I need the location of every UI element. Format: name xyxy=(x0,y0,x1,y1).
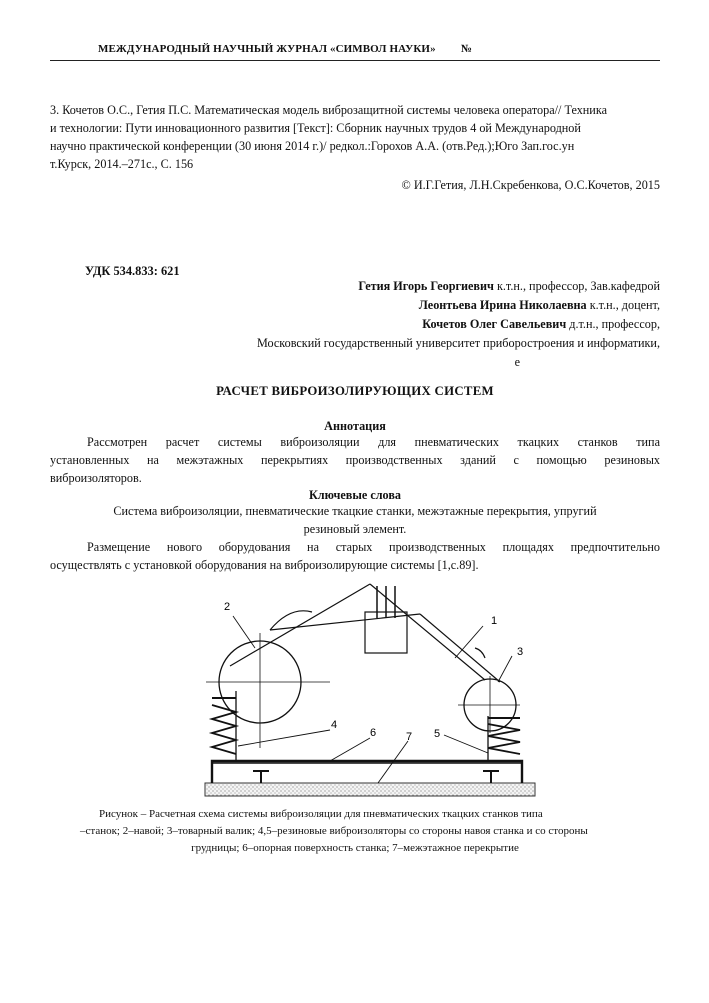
author-info: к.т.н., профессор, Зав.кафедрой xyxy=(493,279,660,293)
intro-line: Размещение нового оборудования на старых производственных площадях предпочтительно xyxy=(87,540,660,554)
author-entry xyxy=(200,315,660,334)
caption-line: –станок; 2–навой; 3–товарный валик; 4,5–резиновые виброизоляторы со стороны навоя станка и со стороны xyxy=(80,825,588,837)
label-3: 3 xyxy=(517,646,524,658)
keywords-line: Система виброизоляции, пневматические ткацкие станки, межэтажные перекрытия, упругий xyxy=(113,504,597,518)
reference-line: и технологии: Пути инновационного развития [Текст]: Сборник научных трудов 4 ой Международной xyxy=(50,121,581,135)
keywords-line: резиновый элемент. xyxy=(303,522,407,536)
reference-line: 3. Кочетов О.С., Гетия П.С. Математическая модель виброзащитной системы человека оператора// Техника xyxy=(50,103,607,117)
author-name: Кочетов Олег Савельевич xyxy=(422,317,567,331)
author-name: Гетия Игорь Георгиевич xyxy=(358,279,494,293)
intro-paragraph xyxy=(50,538,660,574)
keywords-text xyxy=(50,502,660,538)
annotation-line: установленных на межэтажных перекрытиях производственных зданий с помощью резиновых xyxy=(50,453,660,467)
affiliation: Московский государственный университет приборостроения и информатики, xyxy=(256,336,660,350)
right-rubber-isolator xyxy=(488,716,520,761)
annotation-text xyxy=(50,433,660,487)
journal-header xyxy=(50,40,660,61)
author-entry xyxy=(200,296,660,315)
annotation-line: виброизоляторов. xyxy=(50,471,142,485)
vibration-isolation-diagram xyxy=(200,578,540,803)
keywords-heading: Ключевые слова xyxy=(308,488,402,502)
article-title: РАСЧЕТ ВИБРОИЗОЛИРУЮЩИХ СИСТЕМ xyxy=(216,384,494,398)
figure-caption xyxy=(50,806,660,857)
leader-lines xyxy=(233,616,512,783)
copyright-line: © И.Г.Гетия, Л.Н.Скребенкова, О.С.Кочетов, 2015 xyxy=(401,178,660,192)
label-7: 7 xyxy=(406,731,413,743)
label-1: 1 xyxy=(491,615,498,627)
intro-line: осуществлять с установкой оборудования на виброизолирующие системы [1,с.89]. xyxy=(50,558,479,572)
authors-block xyxy=(200,277,660,372)
author-info: д.т.н., профессор, xyxy=(566,317,660,331)
annotation-line: Рассмотрен расчет системы виброизоляции для пневматических ткацких станков типа xyxy=(87,435,660,449)
support-feet xyxy=(253,771,499,783)
label-5: 5 xyxy=(434,728,441,740)
author-name: Леонтьева Ирина Николаевна xyxy=(418,298,587,312)
udk-code: УДК 534.833: 621 xyxy=(85,264,180,278)
annotation-heading: Аннотация xyxy=(324,419,386,433)
affiliation-continuation: е xyxy=(514,355,520,369)
caption-line: грудницы; 6–опорная поверхность станка; 7–межэтажное перекрытие xyxy=(191,842,519,854)
label-6: 6 xyxy=(370,727,377,739)
author-info: к.т.н., доцент, xyxy=(586,298,660,312)
warp-beam xyxy=(206,633,330,748)
caption-line: Рисунок – Расчетная схема системы виброизоляции для пневматических ткацких станков типа xyxy=(99,808,543,820)
author-entry xyxy=(200,277,660,296)
reference-entry xyxy=(50,101,660,173)
label-2: 2 xyxy=(224,601,231,613)
reference-line: научно практической конференции (30 июня 2014 г.)/ редкол.:Горохов А.А. (отв.Ред.);Юго Зап.гос.ун xyxy=(50,139,575,153)
reference-line: т.Курск, 2014.–271с., С. 156 xyxy=(50,157,194,171)
journal-title: МЕЖДУНАРОДНЫЙ НАУЧНЫЙ ЖУРНАЛ «СИМВОЛ НАУКИ» xyxy=(98,43,436,55)
floor-slab xyxy=(205,783,535,796)
label-4: 4 xyxy=(331,719,338,731)
issue-number-sign: № xyxy=(461,43,473,55)
